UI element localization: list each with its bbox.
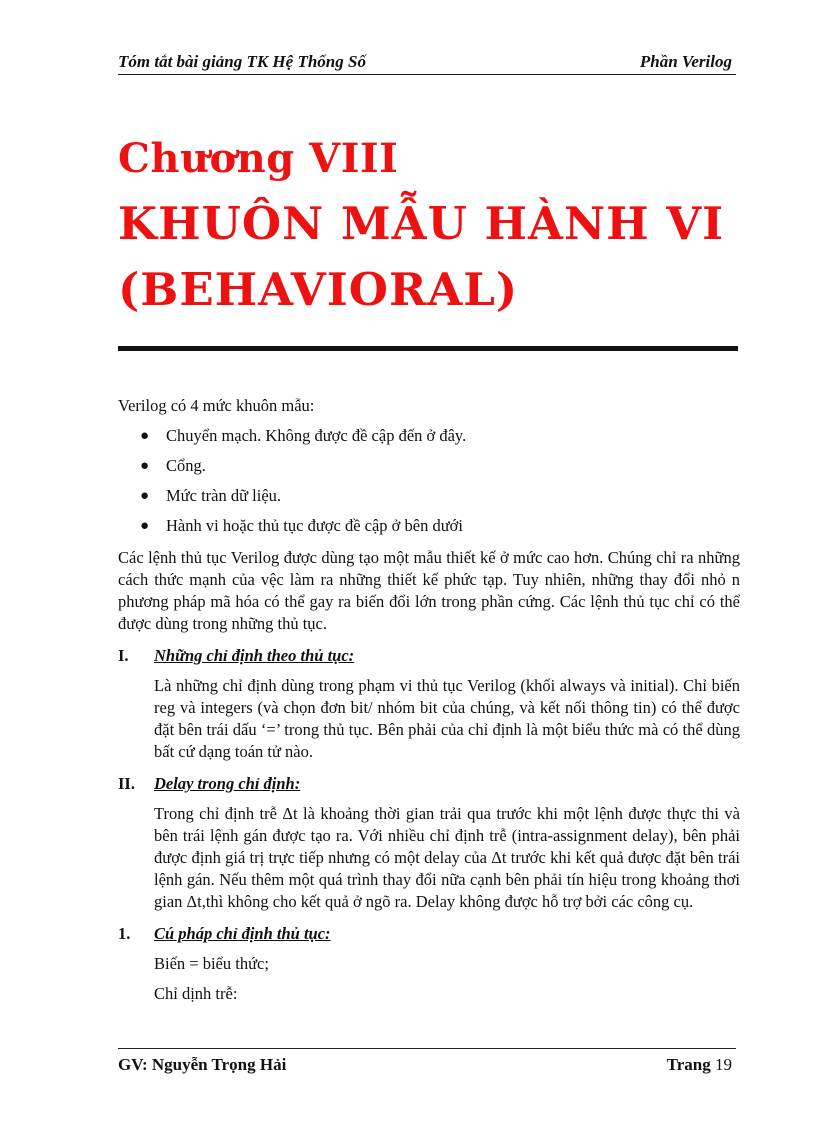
- chapter-number: Chương VIII: [118, 135, 399, 182]
- title-divider: [118, 346, 738, 351]
- bullet-icon: ●: [140, 518, 150, 534]
- section-title: Delay trong chỉ định:: [154, 774, 301, 793]
- paragraph-procedural: Các lệnh thủ tục Verilog được dùng tạo một mẫu thiết kế ở mức cao hơn. Chúng chỉ ra những cách thức mạnh của vệc làm ra những thiết kế phức tạp. Tuy nhiên, những thay đổi nhỏ n phương pháp mã hóa có thể gay ra biến đổi lớn trong phần cứng. Các lệnh thủ tục chỉ có thể được dùng trong những thủ tục.: [118, 548, 740, 633]
- bullet-icon: ●: [140, 428, 150, 444]
- section-1-body: Là những chỉ định dùng trong phạm vi thủ tục Verilog (khối always và initial). Chỉ biến reg và integers (và chọn đơn bit/ nhóm bit của chúng, và kết nối thông tin) có thể được đặt bên trái dấu ‘=’ trong thủ tục. Bên phải của chỉ định là một biểu thức mà có thể dùng bất cứ dạng toán tử nào.: [154, 676, 740, 761]
- section-heading-3: [118, 923, 740, 945]
- chapter-title: [118, 133, 758, 323]
- section-title: Cú pháp chỉ định thủ tục:: [154, 924, 331, 943]
- footer-author: GV: Nguyễn Trọng Hải: [118, 1055, 287, 1074]
- list-item: ● Hành vi hoặc thủ tục được đề cập ở bên dưới: [140, 516, 463, 535]
- section-heading-1: [118, 645, 740, 667]
- page-label: Trang: [666, 1055, 711, 1074]
- section-heading-2: [118, 773, 740, 795]
- list-item: ● Chuyển mạch. Không được đề cập đến ở đây.: [140, 426, 467, 445]
- header-document-title: Tóm tắt bài giảng TK Hệ Thống Số: [118, 52, 366, 71]
- chapter-name: KHUÔN MẪU HÀNH VI: [118, 197, 725, 250]
- chapter-subtitle: (BEHAVIORAL): [118, 263, 519, 316]
- page-body: [118, 395, 740, 1013]
- page-header: [118, 52, 736, 75]
- bullet-icon: ●: [140, 458, 150, 474]
- bullet-icon: ●: [140, 488, 150, 504]
- section-number: 1.: [118, 924, 131, 943]
- section-2-body: Trong chỉ định trễ Δt là khoảng thời gian trải qua trước khi một lệnh được thực thi và bên trái lệnh gán được tạo ra. Với nhiều chỉ định trễ (intra-assignment delay), bên phải được định giá trị trực tiếp nhưng có một delay của Δt trước khi kết quả được đặt bên trái lệnh gán. Nếu thêm một quá trình thay đổi nữa cạnh bên phải tín hiệu trong khoảng thơi gian Δt,thì không cho kết quả ở ngõ ra. Delay không được hỗ trợ bởi các công cụ.: [154, 804, 740, 911]
- page-footer: [118, 1048, 736, 1074]
- list-item: ● Mức tràn dữ liệu.: [140, 486, 282, 505]
- header-section-name: Phần Verilog: [639, 52, 732, 71]
- list-item: ● Cổng.: [140, 456, 206, 475]
- section-number: I.: [118, 646, 129, 665]
- section-number: II.: [118, 774, 135, 793]
- delay-line: Chỉ dịnh trễ:: [154, 984, 238, 1003]
- section-title: Những chỉ định theo thủ tục:: [154, 646, 355, 665]
- syntax-line: Biến = biểu thức;: [154, 954, 269, 973]
- page-number: [667, 1055, 732, 1075]
- intro-text: Verilog có 4 mức khuôn mẫu:: [118, 396, 315, 415]
- page-number-value: 19: [715, 1055, 732, 1074]
- modeling-levels-list: [118, 425, 740, 537]
